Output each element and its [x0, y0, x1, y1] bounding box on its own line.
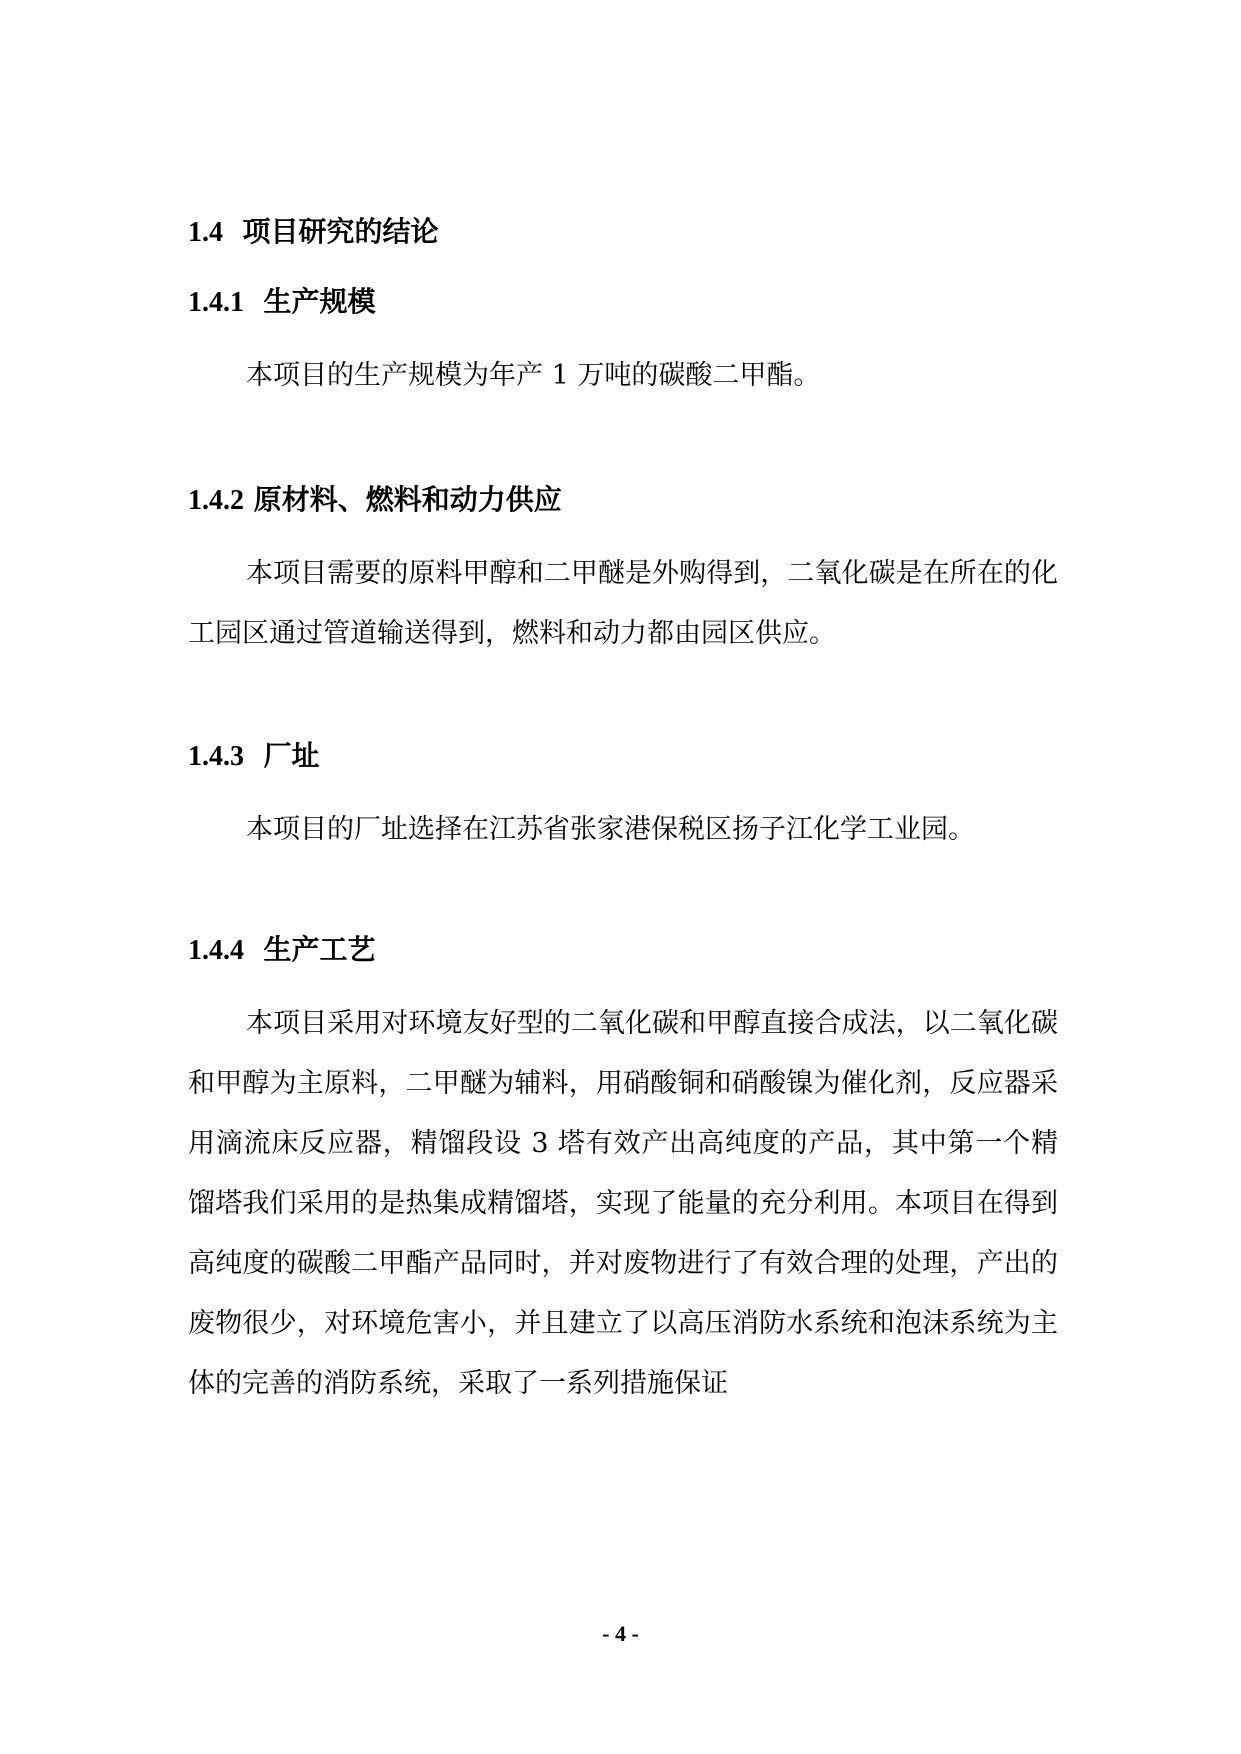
subsection-title: 原材料、燃料和动力供应: [253, 483, 562, 516]
subsection-heading-production-scale: [188, 284, 376, 321]
subsection-number: 1.4.2: [188, 485, 244, 516]
subsection-number: 1.4.3: [188, 741, 244, 772]
section-heading: [188, 214, 439, 251]
subsection-title: 厂址: [263, 739, 320, 772]
subsection-heading-raw-materials: [188, 482, 562, 519]
subsection-number: 1.4.4: [188, 935, 244, 966]
subsection-title: 生产规模: [263, 285, 376, 318]
page-number: - 4 -: [602, 1621, 639, 1646]
section-title: 项目研究的结论: [242, 215, 439, 248]
paragraph-production-scale: 本项目的生产规模为年产 1 万吨的碳酸二甲酯。: [246, 360, 821, 391]
section-number: 1.4: [188, 217, 223, 248]
paragraph-site: 本项目的厂址选择在江苏省张家港保税区扬子江化学工业园。: [246, 814, 975, 845]
paragraph-raw-materials: 本项目需要的原料甲醇和二甲醚是外购得到，二氧化碳是在所在的化工园区通过管道输送得到，燃料和动力都由园区供应。: [188, 558, 1058, 649]
subsection-number: 1.4.1: [188, 287, 244, 318]
subsection-heading-site: [188, 738, 320, 775]
subsection-heading-process: [188, 932, 376, 969]
paragraph-process: 本项目采用对环境友好型的二氧化碳和甲醇直接合成法，以二氧化碳和甲醇为主原料，二甲醚为辅料，用硝酸铜和硝酸镍为催化剂，反应器采用滴流床反应器，精馏段设 3 塔有效产出高纯度的产品，其中第一个精馏塔我们采用的是热集成精馏塔，实现了能量的充分利用。本项目在得到高纯度的碳酸二甲酯产品同时，并对废物进行了有效合理的处理，产出的废物很少，对环境危害小，并且建立了以高压消防水系统和泡沫系统为主体的完善的消防系统，采取了一系列措施保证: [188, 1008, 1058, 1399]
subsection-title: 生产工艺: [263, 933, 376, 966]
